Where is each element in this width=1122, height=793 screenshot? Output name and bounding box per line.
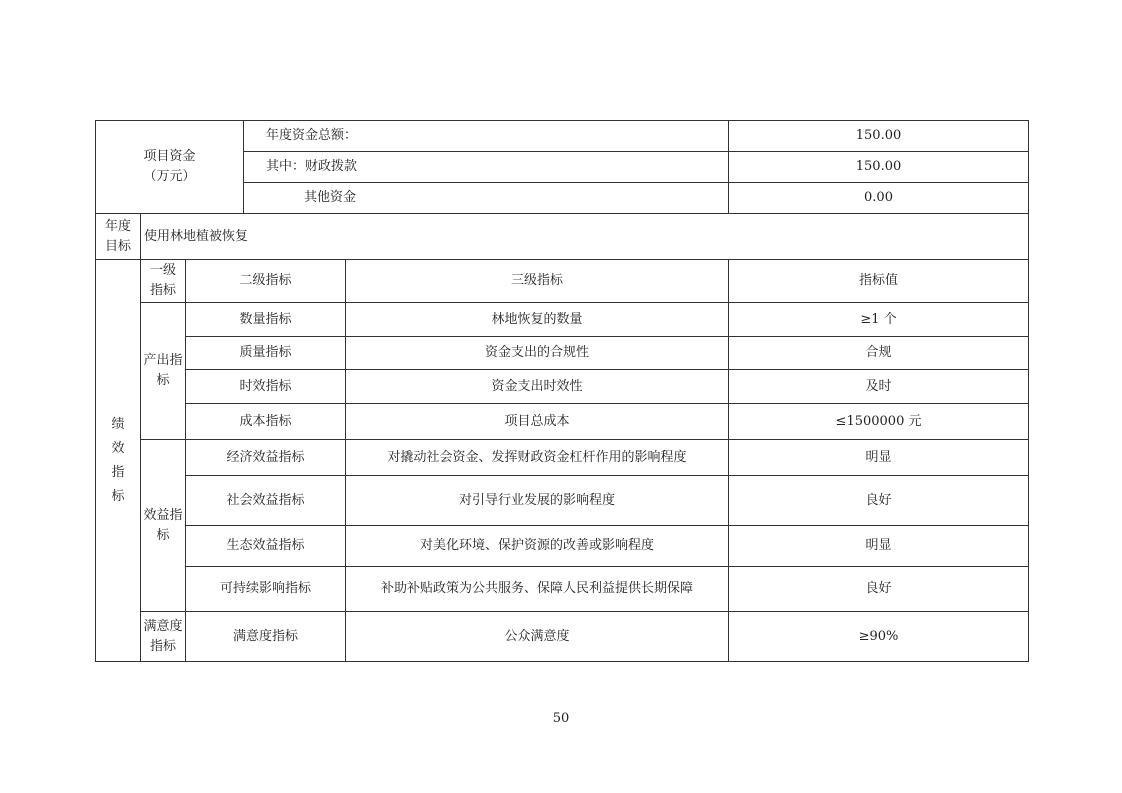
table-row <box>96 303 1029 337</box>
benefit-label: 效益指 标 <box>141 440 186 612</box>
table-row <box>96 370 1029 404</box>
funds-other-value: 0.00 <box>729 183 1029 214</box>
value-cell: 良好 <box>729 476 1029 526</box>
funds-row-total <box>96 121 1029 152</box>
value-cell: ≤1500000 元 <box>729 404 1029 440</box>
output-label: 产出指 标 <box>141 303 186 440</box>
table-row <box>96 567 1029 612</box>
funds-total-label: 年度资金总额： <box>244 121 729 152</box>
value-cell: ≥1 个 <box>729 303 1029 337</box>
level2-cell: 经济效益指标 <box>186 440 346 476</box>
indicators-group-label <box>96 260 141 662</box>
value-cell: 明显 <box>729 440 1029 476</box>
level2-cell: 满意度指标 <box>186 612 346 662</box>
header-level3: 三级指标 <box>346 260 729 303</box>
level3-cell: 对撬动社会资金、发挥财政资金杠杆作用的影响程度 <box>346 440 729 476</box>
table-row <box>96 440 1029 476</box>
funds-label: 项目资金 （万元） <box>96 121 244 214</box>
level3-cell: 对引导行业发展的影响程度 <box>346 476 729 526</box>
level2-cell: 质量指标 <box>186 337 346 370</box>
performance-table <box>95 120 1029 662</box>
level3-cell: 补助补贴政策为公共服务、保障人民利益提供长期保障 <box>346 567 729 612</box>
level3-cell: 资金支出时效性 <box>346 370 729 404</box>
header-level1: 一级 指标 <box>141 260 186 303</box>
level3-cell: 对美化环境、保护资源的改善或影响程度 <box>346 526 729 567</box>
level3-cell: 项目总成本 <box>346 404 729 440</box>
level2-cell: 数量指标 <box>186 303 346 337</box>
header-level2: 二级指标 <box>186 260 346 303</box>
table-row <box>96 476 1029 526</box>
level3-cell: 公众满意度 <box>346 612 729 662</box>
table-row <box>96 526 1029 567</box>
table-row <box>96 612 1029 662</box>
level3-cell: 资金支出的合规性 <box>346 337 729 370</box>
level2-cell: 可持续影响指标 <box>186 567 346 612</box>
indicators-group-text: 绩效指标 <box>111 416 125 504</box>
value-cell: 良好 <box>729 567 1029 612</box>
annual-goal-row <box>96 214 1029 260</box>
value-cell: 合规 <box>729 337 1029 370</box>
header-value: 指标值 <box>729 260 1029 303</box>
table-row <box>96 404 1029 440</box>
annual-goal-label: 年度 目标 <box>96 214 141 260</box>
value-cell: ≥90% <box>729 612 1029 662</box>
level2-cell: 成本指标 <box>186 404 346 440</box>
funds-fiscal-label: 其中：财政拨款 <box>244 152 729 183</box>
funds-total-value: 150.00 <box>729 121 1029 152</box>
value-cell: 明显 <box>729 526 1029 567</box>
page-number: 50 <box>552 711 570 726</box>
table-row <box>96 337 1029 370</box>
funds-other-label: 其他资金 <box>244 183 729 214</box>
level2-cell: 社会效益指标 <box>186 476 346 526</box>
annual-goal-text: 使用林地植被恢复 <box>141 214 1029 260</box>
satisfaction-label: 满意度 指标 <box>141 612 186 662</box>
funds-fiscal-value: 150.00 <box>729 152 1029 183</box>
level2-cell: 时效指标 <box>186 370 346 404</box>
value-cell: 及时 <box>729 370 1029 404</box>
level2-cell: 生态效益指标 <box>186 526 346 567</box>
level3-cell: 林地恢复的数量 <box>346 303 729 337</box>
indicator-header-row <box>96 260 1029 303</box>
